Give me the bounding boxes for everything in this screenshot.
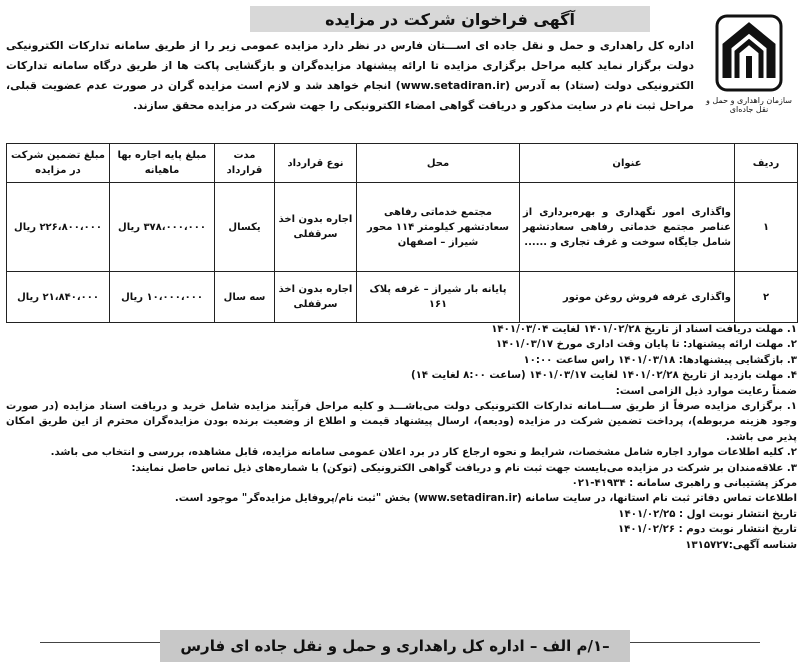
- cell-contract-type: اجاره بدون اخذ سرقفلی: [275, 272, 357, 323]
- support-center: مرکز پشتیبانی و راهبری سامانه : ۴۱۹۳۴-۰۲۱: [571, 478, 797, 490]
- deadline-documents: ۱. مهلت دریافت اسناد از تاریخ ۱۴۰۱/۰۲/۲۸ لغایت ۱۴۰۱/۰۳/۰۴: [491, 324, 797, 335]
- publish-date-second: تاریخ انتشار نوبت دوم : ۱۴۰۱/۰۲/۲۶: [617, 524, 797, 536]
- header-base-rent: مبلغ پایه اجاره بها ماهیانه: [110, 144, 215, 183]
- table-header-row: [7, 144, 798, 183]
- obligatory-item: ۲. کلیه اطلاعات موارد اجاره شامل مشخصات، شرایط و نحوه ارجاع کار در برد اعلان عمومی سامانه مزایده، قابل مشاهده، بررسی و انتخاب می باشد.: [50, 447, 797, 459]
- deadline-opening: ۳. بازگشایی پیشنهادها: ۱۴۰۱/۰۳/۱۸ راس ساعت ۱۰:۰۰: [523, 354, 797, 366]
- obligatory-heading: ضمناً رعایت موارد ذیل الزامی است:: [615, 385, 797, 397]
- notes-section: [6, 322, 797, 553]
- cell-row-number: ۱: [735, 183, 798, 272]
- organization-logo: [703, 12, 795, 112]
- footer-bar: –۱/م الف – اداره کل راهداری و حمل و نقل جاده ای فارس: [160, 630, 630, 662]
- cell-base-rent: ۱۰،۰۰۰،۰۰۰ ریال: [110, 272, 215, 323]
- cell-title: واگذاری غرفه فروش روغن موتور: [520, 272, 735, 323]
- header-location: محل: [357, 144, 520, 183]
- deadline-visit: ۴. مهلت بازدید از تاریخ ۱۴۰۱/۰۲/۲۸ لغایت ۱۴۰۱/۰۳/۱۷ (ساعت ۸:۰۰ لغایت ۱۴): [410, 370, 797, 382]
- header-guarantee-amount: مبلغ تضمین شرکت در مزایده: [7, 144, 110, 183]
- header-contract-duration: مدت قرارداد: [215, 144, 275, 183]
- cell-contract-type: اجاره بدون اخذ سرقفلی: [275, 183, 357, 272]
- header-contract-type: نوع قرارداد: [275, 144, 357, 183]
- cell-location: پایانه بار شیراز – غرفه پلاک ۱۶۱: [357, 272, 520, 323]
- contact-info: اطلاعات تماس دفاتر ثبت نام استانها، در سایت سامانه (www.setadiran.ir) بخش "ثبت نام/پروفایل مزایده‌گر" موجود است.: [174, 493, 797, 505]
- logo-caption: سازمان راهداری و حمل و نقل جاده‌ای: [706, 96, 792, 114]
- publish-date-first: تاریخ انتشار نوبت اول : ۱۴۰۱/۰۲/۲۵: [618, 508, 797, 520]
- cell-row-number: ۲: [735, 272, 798, 323]
- auction-table: [6, 143, 798, 323]
- cell-guarantee-amount: ۲۲۶،۸۰۰،۰۰۰ ریال: [7, 183, 110, 272]
- cell-contract-duration: یکسال: [215, 183, 275, 272]
- cell-location: مجتمع خدماتی رفاهی سعادتشهر کیلومتر ۱۱۴ محور شیراز – اصفهان: [357, 183, 520, 272]
- cell-contract-duration: سه سال: [215, 272, 275, 323]
- cell-base-rent: ۳۷۸،۰۰۰،۰۰۰ ریال: [110, 183, 215, 272]
- cell-guarantee-amount: ۲۱،۸۴۰،۰۰۰ ریال: [7, 272, 110, 323]
- notice-title: آگهی فراخوان شرکت در مزایده: [250, 6, 650, 32]
- ad-id: شناسه آگهی:۱۳۱۵۷۲۷: [685, 539, 797, 551]
- intro-paragraph: اداره کل راهداری و حمل و نقل جاده ای اســـتان فارس در نظر دارد مزایده عمومی زیر را از طریق سامانه تدارکات الکترونیکی دولت برگزار نماید کلیه مراحل برگزاری مزایده تا ارائه پیشنهاد مزایده‌گران و بازگشایی پاکت ها از طریق درگاه سامانه تدارکات الکترونیکی دولت (ستاد) به آدرس (www.setadiran.ir) انجام خواهد شد و لازم است مزایده گران در صورت عدم عضویت قبلی، مراحل ثبت نام در سایت مذکور و دریافت گواهی امضاء الکترونیکی را جهت شرکت در مزایده محقق سازند.: [6, 39, 694, 112]
- header-title: عنوان: [520, 144, 735, 183]
- obligatory-item: ۳. علاقه‌مندان بر شرکت در مزایده می‌بایست جهت ثبت نام و دریافت گواهی الکترونیکی (توکن) با شماره‌های ذیل تماس حاصل نمایند:: [131, 462, 797, 474]
- deadline-proposals: ۲. مهلت ارائه پیشنهاد: تا پایان وقت اداری مورخ ۱۴۰۱/۰۳/۱۷: [495, 339, 797, 351]
- obligatory-item: ۱. برگزاری مزایده صرفاً از طریق ســـامانه تدارکات الکترونیکی دولت می‌باشـــد و کلیه مراحل فرآیند مزایده شامل خرید و دریافت اسناد مزایده (در صورت وجود هزینه مربوطه)، پرداخت تضمین شرکت در مزایده (ودیعه)، ارسال پیشنهاد قیمت و اطلاع از وضعیت برنده بودن مزایده‌گران محترم از این طریق امکان پذیر می باشد.: [6, 401, 797, 443]
- cell-title: واگذاری امور نگهداری و بهره‌برداری از عناصر مجتمع خدماتی رفاهی سعادتشهر شامل جایگاه سوخت و غرف تجاری و ......: [520, 183, 735, 272]
- header-row-number: ردیف: [735, 144, 798, 183]
- road-organization-logo-icon: [703, 12, 795, 94]
- table-row: [7, 183, 798, 272]
- table-row: [7, 272, 798, 323]
